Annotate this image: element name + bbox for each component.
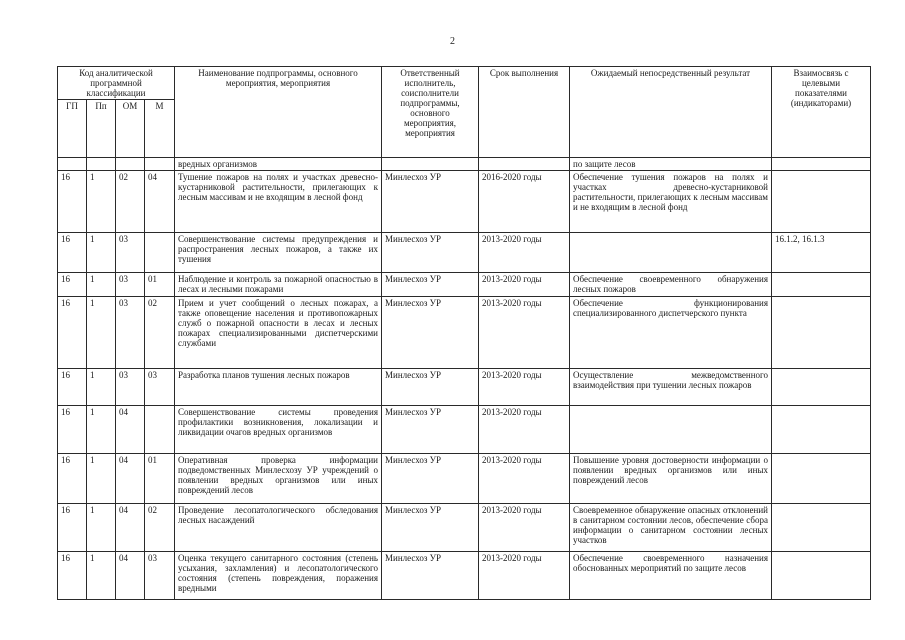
cell-m: 02 xyxy=(145,297,175,369)
page-number: 2 xyxy=(450,36,455,47)
cell-result xyxy=(570,406,772,454)
cell-indicators xyxy=(772,552,871,600)
table-row xyxy=(58,273,871,297)
cell-responsible: Минлесхоз УР xyxy=(382,171,479,233)
cell-gp: 16 xyxy=(58,454,87,504)
header-indicators: Взаимосвязь с целевыми показателями (индикаторами) xyxy=(772,67,871,158)
cell-responsible: Минлесхоз УР xyxy=(382,369,479,406)
cell-indicators xyxy=(772,504,871,552)
cell-pp: 1 xyxy=(87,171,116,233)
cell-name: Тушение пожаров на полях и участках древесно-кустарниковой растительности, прилегающих к лесным массивам и не входящим в лесной фонд xyxy=(175,171,382,233)
cell-period: 2013-2020 годы xyxy=(479,504,570,552)
table-row xyxy=(58,171,871,233)
table-row xyxy=(58,454,871,504)
cell-indicators xyxy=(772,454,871,504)
cell-m: 02 xyxy=(145,504,175,552)
cell-om: 03 xyxy=(116,297,145,369)
header-row xyxy=(58,67,871,100)
cell-responsible: Минлесхоз УР xyxy=(382,406,479,454)
cell-result: Обеспечение тушения пожаров на полях и участках древесно-кустарниковой растительности, прилегающих к лесным массивам и не входящим в лесной фонд xyxy=(570,171,772,233)
cell-name: Оценка текущего санитарного состояния (степень усыхания, захламления) и лесопатологического состояния (степень повреждения, поражения вредными xyxy=(175,552,382,600)
cell-period: 2016-2020 годы xyxy=(479,171,570,233)
cell-pp: 1 xyxy=(87,552,116,600)
cell-m xyxy=(145,406,175,454)
cell-result: Повышение уровня достоверности информации о появлении вредных организмов или иных повреждений лесов xyxy=(570,454,772,504)
cell-pp: 1 xyxy=(87,454,116,504)
cell-gp: 16 xyxy=(58,369,87,406)
cell-period: 2013-2020 годы xyxy=(479,273,570,297)
cell-indicators xyxy=(772,273,871,297)
cell-responsible xyxy=(382,158,479,171)
cell-gp: 16 xyxy=(58,273,87,297)
cell-indicators xyxy=(772,406,871,454)
cell-m: 04 xyxy=(145,171,175,233)
cell-m xyxy=(145,158,175,171)
cell-period: 2013-2020 годы xyxy=(479,369,570,406)
program-activities-table xyxy=(57,66,871,600)
cell-m: 01 xyxy=(145,454,175,504)
cell-result: Обеспечение своевременного назначения обоснованных мероприятий по защите лесов xyxy=(570,552,772,600)
cell-pp: 1 xyxy=(87,297,116,369)
cell-name: Разработка планов тушения лесных пожаров xyxy=(175,369,382,406)
cell-gp: 16 xyxy=(58,171,87,233)
cell-name: Наблюдение и контроль за пожарной опасностью в лесах и лесными пожарами xyxy=(175,273,382,297)
cell-gp: 16 xyxy=(58,504,87,552)
table-row xyxy=(58,406,871,454)
cell-pp: 1 xyxy=(87,233,116,273)
table-row xyxy=(58,369,871,406)
header-result: Ожидаемый непосредственный результат xyxy=(570,67,772,158)
cell-period xyxy=(479,158,570,171)
cell-responsible: Минлесхоз УР xyxy=(382,297,479,369)
cell-gp: 16 xyxy=(58,297,87,369)
cell-m: 03 xyxy=(145,369,175,406)
cell-name: Прием и учет сообщений о лесных пожарах, а также оповещение населения и противопожарных служб о пожарной опасности в лесах и лесных пожарах специализированными диспетчерскими службами xyxy=(175,297,382,369)
cell-period: 2013-2020 годы xyxy=(479,552,570,600)
cell-period: 2013-2020 годы xyxy=(479,233,570,273)
cell-pp xyxy=(87,158,116,171)
table-row xyxy=(58,158,871,171)
cell-responsible: Минлесхоз УР xyxy=(382,504,479,552)
cell-indicators xyxy=(772,171,871,233)
cell-om: 03 xyxy=(116,233,145,273)
cell-om: 04 xyxy=(116,454,145,504)
cell-indicators xyxy=(772,158,871,171)
cell-indicators: 16.1.2, 16.1.3 xyxy=(772,233,871,273)
cell-om xyxy=(116,158,145,171)
cell-m: 03 xyxy=(145,552,175,600)
cell-m xyxy=(145,233,175,273)
header-name: Наименование подпрограммы, основного мероприятия, мероприятия xyxy=(175,67,382,158)
cell-indicators xyxy=(772,297,871,369)
cell-gp: 16 xyxy=(58,406,87,454)
table-row xyxy=(58,297,871,369)
table-row xyxy=(58,552,871,600)
cell-responsible: Минлесхоз УР xyxy=(382,273,479,297)
cell-indicators xyxy=(772,369,871,406)
cell-name: вредных организмов xyxy=(175,158,382,171)
cell-name: Проведение лесопатологического обследования лесных насаждений xyxy=(175,504,382,552)
cell-period: 2013-2020 годы xyxy=(479,297,570,369)
cell-responsible: Минлесхоз УР xyxy=(382,233,479,273)
cell-result: Обеспечение своевременного обнаружения лесных пожаров xyxy=(570,273,772,297)
table-row xyxy=(58,504,871,552)
cell-om: 04 xyxy=(116,552,145,600)
header-pp: Пп xyxy=(87,100,116,158)
cell-pp: 1 xyxy=(87,406,116,454)
cell-period: 2013-2020 годы xyxy=(479,454,570,504)
header-gp: ГП xyxy=(58,100,87,158)
cell-result: Осуществление межведомственного взаимодействия при тушении лесных пожаров xyxy=(570,369,772,406)
cell-om: 03 xyxy=(116,369,145,406)
cell-result: по защите лесов xyxy=(570,158,772,171)
cell-om: 04 xyxy=(116,504,145,552)
cell-pp: 1 xyxy=(87,273,116,297)
header-m: М xyxy=(145,100,175,158)
cell-gp xyxy=(58,158,87,171)
cell-result xyxy=(570,233,772,273)
cell-om: 02 xyxy=(116,171,145,233)
cell-name: Совершенствование системы проведения профилактики возникновения, локализации и ликвидации очагов вредных организмов xyxy=(175,406,382,454)
cell-m: 01 xyxy=(145,273,175,297)
cell-pp: 1 xyxy=(87,504,116,552)
cell-result: Обеспечение функционирования специализированного диспетчерского пункта xyxy=(570,297,772,369)
table-row xyxy=(58,233,871,273)
cell-name: Оперативная проверка информации подведомственных Минлесхозу УР учреждений о появлении вредных организмов или иных повреждений лесов xyxy=(175,454,382,504)
cell-period: 2013-2020 годы xyxy=(479,406,570,454)
header-responsible: Ответственный исполнитель, соисполнители подпрограммы, основного мероприятия, мероприятия xyxy=(382,67,479,158)
header-period: Срок выполнения xyxy=(479,67,570,158)
cell-responsible: Минлесхоз УР xyxy=(382,454,479,504)
cell-pp: 1 xyxy=(87,369,116,406)
cell-result: Своевременное обнаружение опасных отклонений в санитарном состоянии лесов, обеспечение сбора информации о санитарном состоянии лесных участков xyxy=(570,504,772,552)
header-om: ОМ xyxy=(116,100,145,158)
cell-responsible: Минлесхоз УР xyxy=(382,552,479,600)
cell-om: 04 xyxy=(116,406,145,454)
cell-name: Совершенствование системы предупреждения и распространения лесных пожаров, а также их тушения xyxy=(175,233,382,273)
header-code-group: Код аналитической программной классификации xyxy=(58,67,175,100)
cell-gp: 16 xyxy=(58,552,87,600)
cell-om: 03 xyxy=(116,273,145,297)
cell-gp: 16 xyxy=(58,233,87,273)
